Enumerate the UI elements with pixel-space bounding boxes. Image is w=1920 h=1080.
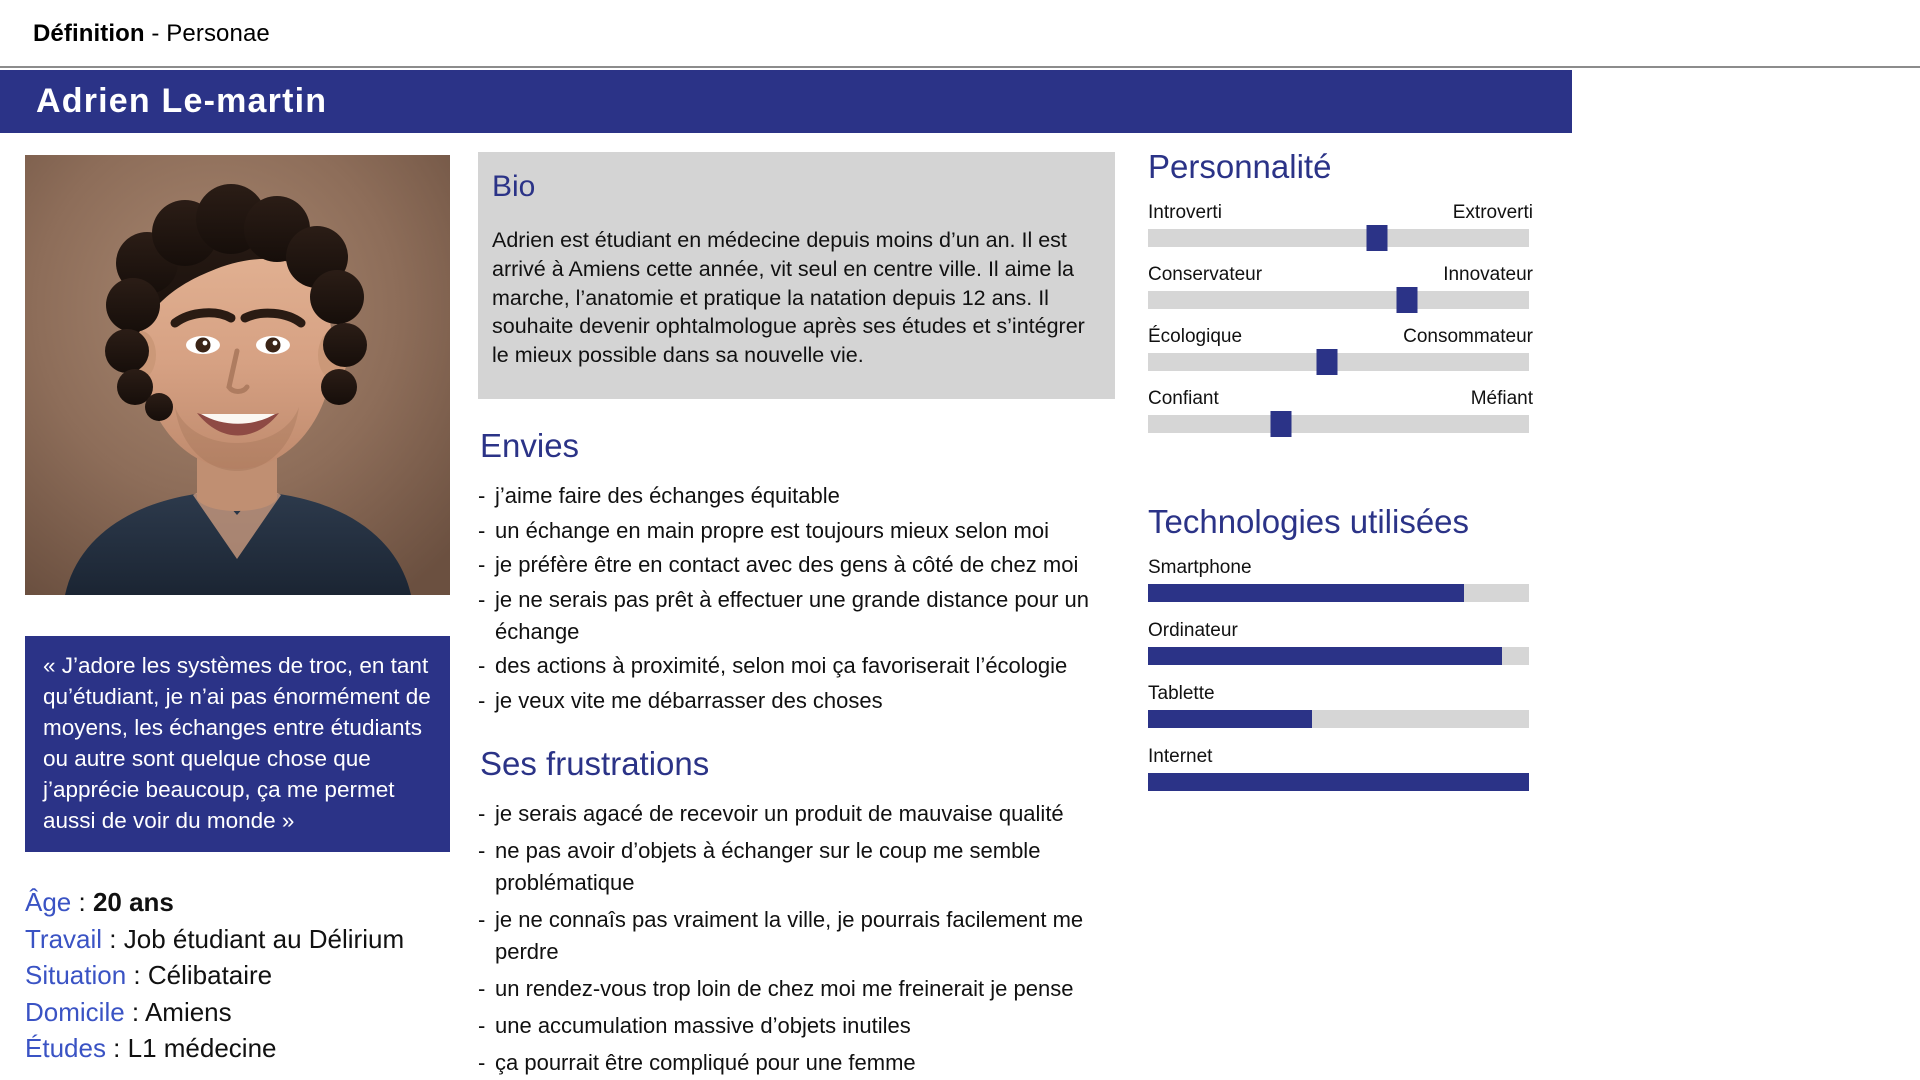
list-item xyxy=(478,1010,1115,1042)
fact-label-situation: Situation xyxy=(25,960,127,990)
fact-value-situation: Célibataire xyxy=(147,960,273,990)
list-item xyxy=(478,904,1115,968)
slider-labels xyxy=(1148,264,1533,286)
fact-value-age: 20 ans xyxy=(92,887,174,917)
slider-left-label: Écologique xyxy=(1148,326,1243,347)
envies-section xyxy=(478,427,1115,717)
fact-value-etudes: L1 médecine xyxy=(127,1033,277,1063)
tech-bar-internet xyxy=(1148,746,1533,791)
list-item xyxy=(478,650,1115,682)
fact-value-domicile: Amiens xyxy=(144,996,232,1027)
dash-bullet-icon: - xyxy=(478,653,486,678)
slider-right-label: Extroverti xyxy=(1452,202,1533,223)
fact-row xyxy=(25,921,455,958)
list-item xyxy=(478,1047,1115,1079)
top-bar xyxy=(0,0,1920,68)
fact-row xyxy=(25,884,455,921)
fact-label-travail: Travail xyxy=(25,923,103,954)
frustrations-title: Ses frustrations xyxy=(480,744,710,782)
list-item-text: je ne connaîs pas vraiment la ville, je pourrais facilement me perdre xyxy=(495,906,1084,964)
tech-fill xyxy=(1148,773,1529,791)
tech-label: Ordinateur xyxy=(1148,620,1238,641)
tech-fill xyxy=(1148,710,1312,728)
bio-title: Bio xyxy=(492,170,536,203)
dash-bullet-icon: - xyxy=(478,975,486,1001)
persona-quote: « J’adore les systèmes de troc, en tant qu’étudiant, je n’ai pas énormément de moyens, les échanges entre étudiants ou autre sont quelque chose que j’apprécie beaucoup, ça me permet aussi de voir du monde » xyxy=(25,636,450,852)
slider-right-label: Innovateur xyxy=(1443,264,1533,285)
frustrations-section xyxy=(478,745,1115,1079)
breadcrumb-separator: - xyxy=(144,20,167,47)
list-item-text: je ne serais pas prêt à effectuer une grande distance pour un échange xyxy=(495,586,1089,644)
tech-track xyxy=(1148,773,1529,791)
list-item-text: j’aime faire des échanges équitable xyxy=(495,483,840,508)
slider-thumb[interactable] xyxy=(1366,225,1387,251)
slider-track[interactable] xyxy=(1148,415,1529,433)
tech-label: Smartphone xyxy=(1148,557,1252,578)
bio-text: Adrien est étudiant en médecine depuis moins d’un an. Il est arrivé à Amiens cette année, vit seul en centre ville. Il aime la marche, l’anatomie et pratique la natation depuis 12 ans. Il souhaite devenir ophtalmologue après ses études et s’intégrer le mieux possible dans sa nouvelle vie. xyxy=(492,228,1085,368)
fact-row xyxy=(25,1030,455,1067)
slider-labels xyxy=(1148,326,1533,348)
fact-separator: : xyxy=(71,887,93,917)
personality-section xyxy=(1148,148,1533,433)
slider-track[interactable] xyxy=(1148,229,1529,247)
tech-fill xyxy=(1148,647,1502,665)
left-column xyxy=(25,155,450,1067)
technologies-section xyxy=(1148,503,1533,791)
slider-left-label: Confiant xyxy=(1148,388,1219,409)
tech-track xyxy=(1148,710,1529,728)
dash-bullet-icon: - xyxy=(478,517,486,543)
envies-list xyxy=(478,480,1115,717)
list-item-text: je serais agacé de recevoir un produit de mauvaise qualité xyxy=(495,800,1064,826)
list-item xyxy=(478,549,1115,581)
personality-title: Personnalité xyxy=(1148,148,1332,185)
list-item xyxy=(478,973,1115,1005)
list-item xyxy=(478,798,1115,830)
list-item xyxy=(478,835,1115,899)
fact-separator: : xyxy=(124,996,145,1027)
dash-bullet-icon: - xyxy=(478,837,486,863)
fact-label-etudes: Études xyxy=(25,1033,106,1063)
slider-labels xyxy=(1148,388,1533,410)
slider-labels xyxy=(1148,202,1533,224)
fact-separator: : xyxy=(105,1033,128,1063)
breadcrumb-section: Définition xyxy=(33,20,145,47)
tech-bar-smartphone xyxy=(1148,557,1533,602)
slider-track[interactable] xyxy=(1148,291,1529,309)
fact-row xyxy=(25,957,455,994)
dash-bullet-icon: - xyxy=(478,687,486,713)
fact-label-age: Âge xyxy=(25,887,72,917)
page-title: Adrien Le-martin xyxy=(36,82,328,120)
personality-slider-confiant-mefiant xyxy=(1148,388,1533,433)
dash-bullet-icon: - xyxy=(478,552,486,577)
breadcrumb xyxy=(33,20,270,48)
fact-label-domicile: Domicile xyxy=(25,996,125,1027)
fact-separator: : xyxy=(102,923,124,954)
list-item-text: des actions à proximité, selon moi ça favoriserait l’écologie xyxy=(495,653,1068,678)
fact-separator: : xyxy=(126,960,148,990)
list-item-text: je veux vite me débarrasser des choses xyxy=(495,687,883,713)
personality-slider-conservateur-innovateur xyxy=(1148,264,1533,309)
list-item xyxy=(478,685,1115,717)
bio-card xyxy=(478,152,1115,399)
envies-title: Envies xyxy=(480,427,580,464)
tech-bar-tablette xyxy=(1148,683,1533,728)
list-item-text: un rendez-vous trop loin de chez moi me freinerait je pense xyxy=(495,975,1074,1001)
frustrations-list xyxy=(478,798,1115,1079)
fact-value-travail: Job étudiant au Délirium xyxy=(123,923,405,954)
list-item-text: une accumulation massive d’objets inutiles xyxy=(495,1012,911,1038)
persona-facts xyxy=(25,884,455,1067)
slider-right-label: Consommateur xyxy=(1403,326,1533,347)
list-item xyxy=(478,584,1115,648)
tech-label: Tablette xyxy=(1148,683,1215,704)
slider-thumb[interactable] xyxy=(1397,287,1418,313)
slider-track[interactable] xyxy=(1148,353,1529,371)
dash-bullet-icon: - xyxy=(478,1012,486,1038)
list-item-text: un échange en main propre est toujours mieux selon moi xyxy=(495,517,1049,543)
slider-left-label: Introverti xyxy=(1148,202,1222,223)
tech-track xyxy=(1148,584,1529,602)
list-item-text: je préfère être en contact avec des gens à côté de chez moi xyxy=(495,552,1079,577)
list-item-text: ne pas avoir d’objets à échanger sur le coup me semble problématique xyxy=(495,837,1041,895)
dash-bullet-icon: - xyxy=(478,586,486,612)
dash-bullet-icon: - xyxy=(478,800,486,826)
list-item-text: ça pourrait être compliqué pour une femme xyxy=(495,1049,916,1075)
personality-slider-introverti-extroverti xyxy=(1148,202,1533,247)
slider-thumb[interactable] xyxy=(1317,349,1338,375)
tech-track xyxy=(1148,647,1529,665)
list-item xyxy=(478,480,1115,512)
avatar xyxy=(25,155,450,595)
personality-slider-ecologique-consommateur xyxy=(1148,326,1533,371)
breadcrumb-page: Personae xyxy=(166,20,270,47)
persona-name-banner xyxy=(0,70,1572,133)
tech-fill xyxy=(1148,584,1464,602)
list-item xyxy=(478,515,1115,547)
slider-thumb[interactable] xyxy=(1271,411,1292,437)
portrait-illustration xyxy=(25,155,450,595)
dash-bullet-icon: - xyxy=(478,483,486,508)
slider-left-label: Conservateur xyxy=(1148,264,1263,285)
slider-right-label: Méfiant xyxy=(1470,388,1533,409)
tech-bar-ordinateur xyxy=(1148,620,1533,665)
middle-column xyxy=(478,152,1115,1080)
dash-bullet-icon: - xyxy=(478,906,486,932)
technologies-title: Technologies utilisées xyxy=(1148,503,1470,540)
tech-label: Internet xyxy=(1148,746,1213,767)
dash-bullet-icon: - xyxy=(478,1049,486,1075)
fact-row xyxy=(25,994,455,1031)
right-column xyxy=(1148,148,1533,809)
